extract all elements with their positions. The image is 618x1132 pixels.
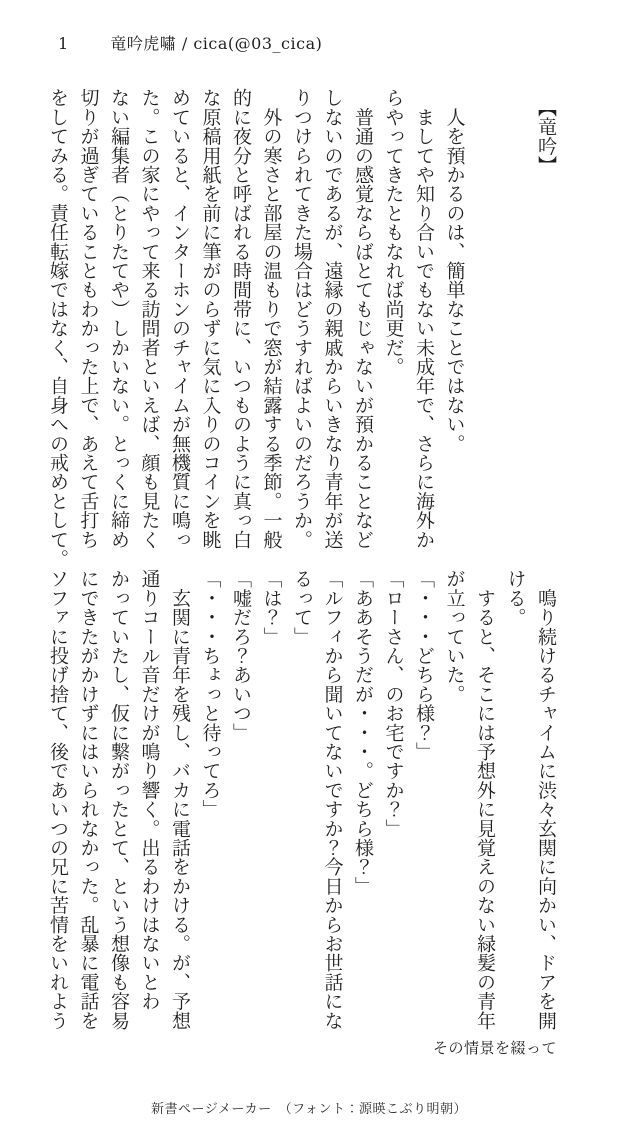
text-line: 「嘘だろ？あいつ」: [230, 569, 252, 742]
text-line: [470, 88, 501, 574]
text-line: すると、そこには予想外に見覚えのない緑髪の青年: [474, 569, 496, 1030]
text-line: をしてみる。責任転嫁ではなく、自身への戒めとして。: [47, 88, 69, 568]
text-line: 【竜吟】: [535, 88, 557, 175]
text-line: 玄関に青年を残し、バカに電話をかける。が、予想: [169, 569, 191, 1030]
page-header: [58, 31, 322, 54]
text-line: 人を預かるのは、簡単なことではない。: [443, 88, 466, 453]
text-line: た。この家にやって来る訪問者といえば、顔も見たく: [138, 88, 161, 549]
text-line: めていると、インターホンのチャイムが無機質に鳴っ: [169, 88, 191, 549]
text-line: 切りが過ぎていることもわかった上で、あえて舌打ち: [77, 88, 100, 549]
page-number: 1: [58, 34, 69, 53]
text-line: 普通の感覚ならばとてもじゃないが預かることなど: [352, 88, 374, 549]
text-line: らやってきたともなれば尚更だ。: [382, 88, 405, 376]
text-line: 通りコール音だけが鳴り響く。出るわけはないとわ: [138, 569, 161, 1011]
text-line: ける。: [504, 569, 527, 627]
text-line: 「・・・ちょっと待ってろ」: [199, 569, 222, 819]
upper-text-block: [39, 88, 561, 574]
text-line: 「ああそうだが・・・。どちら様？」: [352, 569, 374, 896]
text-line: が立っていた。: [443, 569, 466, 704]
text-line: りつけられてきた場合はどうすればよいのだろうか。: [291, 88, 313, 549]
text-line: [500, 88, 531, 574]
text-line: しないのであるが、遠縁の親戚からいきなり青年が送: [321, 88, 344, 549]
text-line: 「は？」: [260, 569, 283, 646]
text-line: 外の寒さと部屋の温もりで窓が結露する季節。一般: [260, 88, 283, 549]
text-line: るって」: [291, 569, 313, 646]
text-line: な原稿用紙を前に筆がのらずに気に入りのコインを眺: [199, 88, 222, 549]
text-line: にできたがかけずにはいられなかった。乱暴に電話を: [77, 569, 100, 1030]
lower-text-block: [39, 569, 561, 1055]
scene-caption: その情景を綴って: [432, 1039, 557, 1057]
text-line: 「ローさん、のお宅ですか？」: [382, 569, 405, 838]
text-line: 鳴り続けるチャイムに渋々玄関に向かい、ドアを開: [535, 569, 557, 1030]
text-line: 「ルフィから聞いてないですか？今日からお世話にな: [321, 569, 344, 1030]
text-line: ない編集者（とりたてや）しかいない。とっくに締め: [108, 88, 130, 549]
text-line: かっていたし、仮に繋がったとて、という想像も容易: [108, 569, 130, 1030]
text-line: ましてや知り合いでもない未成年で、さらに海外か: [413, 88, 435, 549]
text-line: 的に夜分と呼ばれる時間帯に、いつものように真っ白: [230, 88, 252, 549]
generator-credit: 新書ページメーカー （フォント：源暎こぶり明朝）: [151, 1102, 467, 1117]
text-line: ソファに投げ捨て、後であいつの兄に苦情をいれよう: [47, 569, 69, 1030]
work-title-author: 竜吟虎嘯 / cica(@03_cica): [110, 34, 323, 53]
text-line: 「・・・どちら様？」: [413, 569, 435, 761]
